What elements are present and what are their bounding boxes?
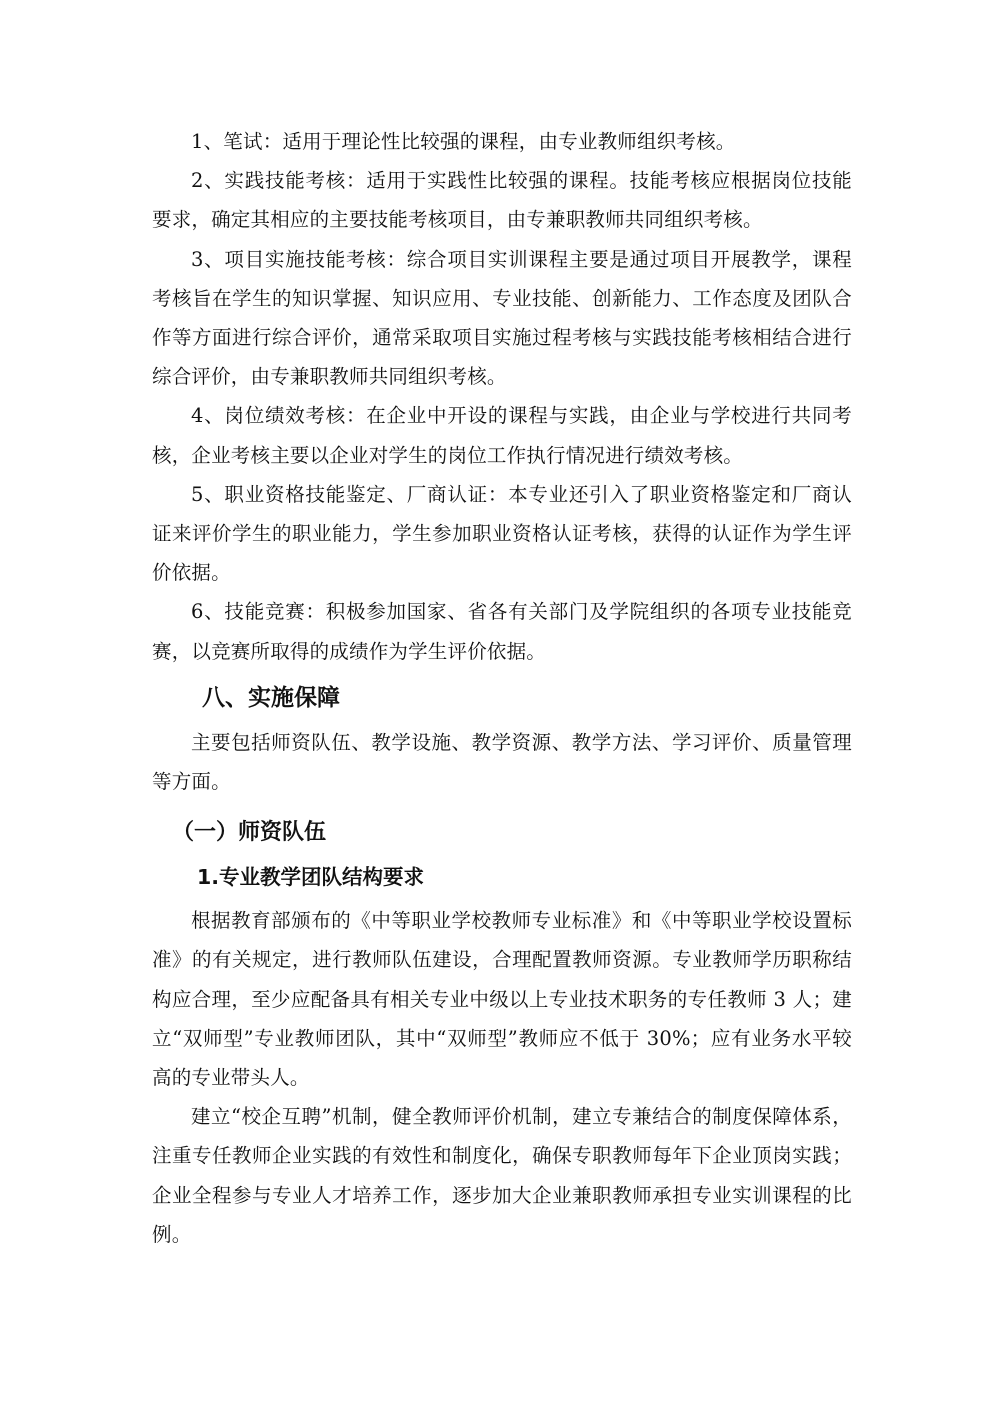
page-content xyxy=(152,122,852,1254)
assessment-item-skills-competition: 6、技能竞赛：积极参加国家、省各有关部门及学院组织的各项专业技能竞赛，以竞赛所取得的成绩作为学生评价依据。 xyxy=(152,600,852,663)
assessment-item-job-performance: 4、岗位绩效考核：在企业中开设的课程与实践，由企业与学校进行共同考核，企业考核主要以企业对学生的岗位工作执行情况进行绩效考核。 xyxy=(152,404,852,467)
section-intro: 主要包括师资队伍、教学设施、教学资源、教学方法、学习评价、质量管理等方面。 xyxy=(152,730,852,794)
faculty-paragraph-structure: 根据教育部颁布的《中等职业学校教师专业标准》和《中等职业学校设置标准》的有关规定，进行教师队伍建设，合理配置教师资源。专业教师学历职称结构应合理，至少应配备具有相关专业中级以上专业技术职务的专任教师 3 人；建立“双师型”专业教师团队，其中“双师型”教师应不低于 30%；应有业务水平较高的专业带头人。 xyxy=(152,909,852,1090)
assessment-item-practical-skills: 2、实践技能考核：适用于实践性比较强的课程。技能考核应根据岗位技能要求，确定其相应的主要技能考核项目，由专兼职教师共同组织考核。 xyxy=(152,169,852,232)
subsection-heading-faculty: （一）师资队伍 xyxy=(172,820,327,846)
section-heading-implementation: 八、实施保障 xyxy=(202,684,340,711)
assessment-item-project-skills: 3、项目实施技能考核：综合项目实训课程主要是通过项目开展教学，课程考核旨在学生的知识掌握、知识应用、专业技能、创新能力、工作态度及团队合作等方面进行综合评价，通常采取项目实施过程考核与实践技能考核相结合进行综合评价，由专兼职教师共同组织考核。 xyxy=(152,247,852,389)
assessment-item-certification: 5、职业资格技能鉴定、厂商认证：本专业还引入了职业资格鉴定和厂商认证来评价学生的职业能力，学生参加职业资格认证考核，获得的认证作为学生评价依据。 xyxy=(152,482,852,585)
faculty-paragraph-mechanism: 建立“校企互聘”机制，健全教师评价机制，建立专兼结合的制度保障体系，注重专任教师企业实践的有效性和制度化，确保专职教师每年下企业顶岗实践；企业全程参与专业人才培养工作，逐步加大企业兼职教师承担专业实训课程的比例。 xyxy=(152,1105,852,1246)
assessment-item-written-exam: 1、笔试：适用于理论性比较强的课程，由专业教师组织考核。 xyxy=(191,130,736,153)
item-heading-team-structure: 1.专业教学团队结构要求 xyxy=(197,865,425,890)
